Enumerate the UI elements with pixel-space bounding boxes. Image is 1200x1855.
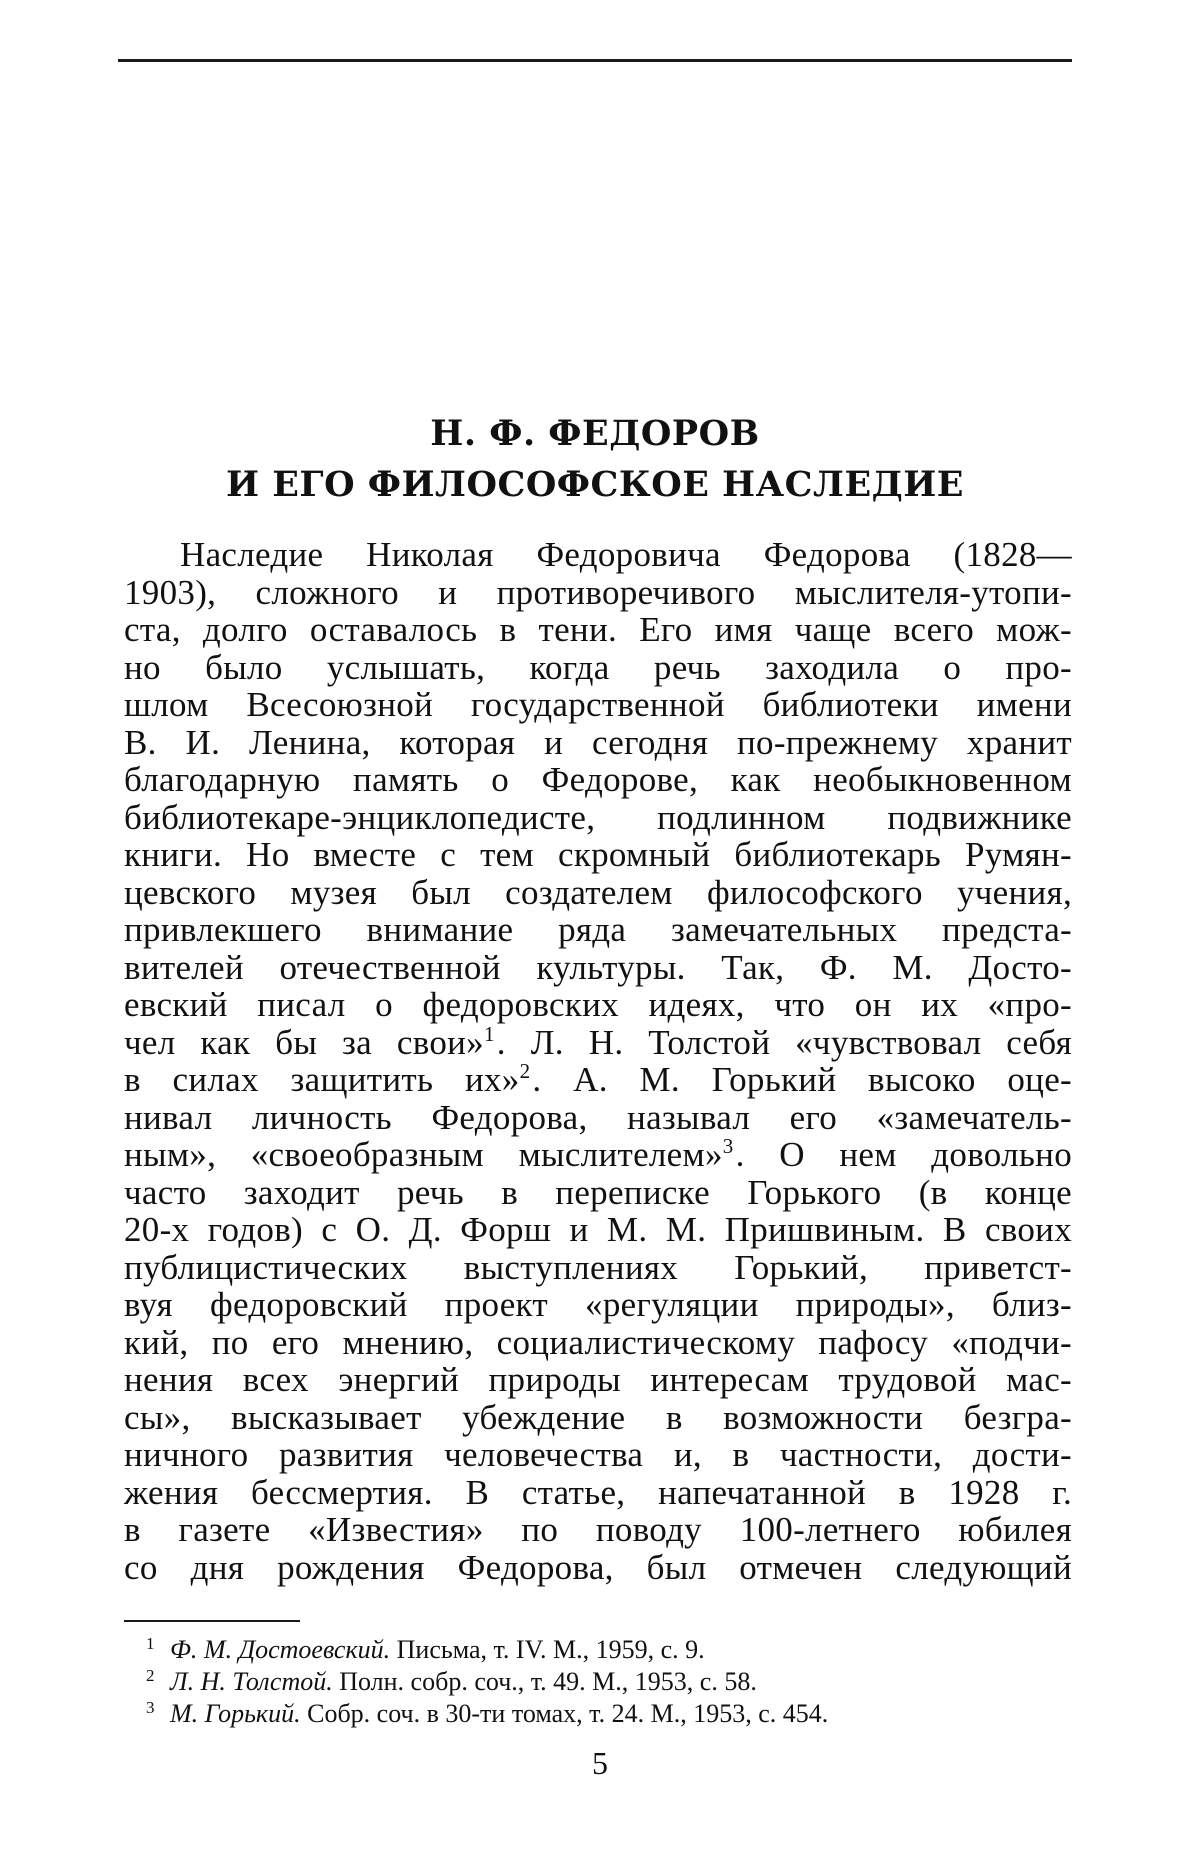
footnote-text: Полн. собр. соч., т. 49. М., 1953, с. 58. [332,1667,757,1696]
text-line: со дня рождения Федорова, был отмечен следующий [124,1547,1072,1587]
text-line [124,1061,1072,1099]
text-line: Наследие Николая Федоровича Федорова (1828— [180,535,1072,574]
text-line: цевского музея был создателем философского учения, [124,872,1072,912]
footnote-author: Ф. М. Достоевский. [170,1635,391,1664]
text-line: ста, долго оставалось в тени. Его имя чаще всего мож- [124,610,1072,649]
text-line: сы», высказывает убеждение в возможности безгра- [124,1397,1072,1437]
text-line: жения бессмертия. В статье, напечатанной в 1928 г. [124,1472,1072,1512]
text-segment: . А. М. Горький высоко оце- [532,1060,1072,1099]
text-line: благодарную память о Федорове, как необыкновенном [124,760,1072,799]
text-segment: . О нем довольно [735,1135,1072,1174]
footnote-rule [124,1620,300,1622]
text-line: привлекшего внимание ряда замечательных предста- [124,910,1072,949]
chapter-title [118,408,1072,510]
text-segment: в силах защитить их» [124,1060,520,1099]
text-line: вуя федоровский проект «регуляции природы», близ- [124,1285,1072,1324]
chapter-title-line-1: Н. Ф. ФЕДОРОВ [430,413,760,454]
text-line: шлом Всесоюзной государственной библиотеки имени [124,685,1072,724]
footnote-reference: 3 [722,1134,734,1159]
text-line: вителей отечественной культуры. Так, Ф. М. Досто- [124,947,1072,987]
text-line [124,1136,1072,1174]
text-line [124,1021,1072,1062]
footnote-reference: 1 [483,1021,495,1046]
text-line: 1903), сложного и противоречивого мыслителя-утопи- [124,572,1072,612]
text-line: ничного развития человечества и, в частности, дости- [124,1435,1072,1474]
text-segment: чел как бы за свои» [124,1022,484,1062]
page-number: 5 [592,1745,608,1781]
text-line: 20-х годов) с О. Д. Форш и М. М. Пришвиным. В своих [124,1210,1072,1249]
text-line: евский писал о федоровских идеях, что он их «про- [124,985,1072,1024]
footnotes [146,1634,1080,1730]
footnote [146,1666,1080,1698]
text-line: книги. Но вместе с тем скромный библиотекарь Румян- [124,835,1072,874]
chapter-title-line-2: И ЕГО ФИЛОСОФСКОЕ НАСЛЕДИЕ [225,464,964,505]
header-rule [118,59,1072,62]
footnote-number: 3 [146,1698,155,1717]
text-line: но было услышать, когда речь заходила о про- [124,647,1072,687]
text-line: библиотекаре-энциклопедисте, подлинном подвижнике [124,797,1072,837]
text-line: в газете «Известия» по поводу 100-летнего юбилея [124,1510,1072,1549]
text-line: нивал личность Федорова, называл его «замечатель- [124,1097,1072,1137]
footnote-number: 1 [146,1634,155,1653]
footnote-author: М. Горький. [170,1699,301,1728]
text-line: В. И. Ленина, которая и сегодня по-прежнему хранит [124,722,1072,762]
text-segment: . Л. Н. Толстой «чувствовал себя [496,1022,1072,1062]
footnote [146,1698,1080,1730]
footnote-text: Собр. соч. в 30-ти томах, т. 24. М., 1953, с. 454. [300,1699,829,1728]
footnote-reference: 2 [519,1059,531,1084]
text-line: публицистических выступлениях Горький, приветст- [124,1247,1072,1287]
body-paragraph [124,536,1072,1586]
text-line: нения всех энергий природы интересам трудовой мас- [124,1360,1072,1399]
footnote-author: Л. Н. Толстой. [170,1667,333,1696]
footnote-text: Письма, т. IV. М., 1959, с. 9. [390,1635,705,1664]
footnote-number: 2 [146,1666,155,1685]
text-line: кий, по его мнению, социалистическому пафосу «подчи- [124,1322,1072,1362]
footnote [146,1634,1080,1666]
text-line: часто заходит речь в переписке Горького (в конце [124,1172,1072,1212]
text-segment: ным», «своеобразным мыслителем» [124,1135,723,1174]
